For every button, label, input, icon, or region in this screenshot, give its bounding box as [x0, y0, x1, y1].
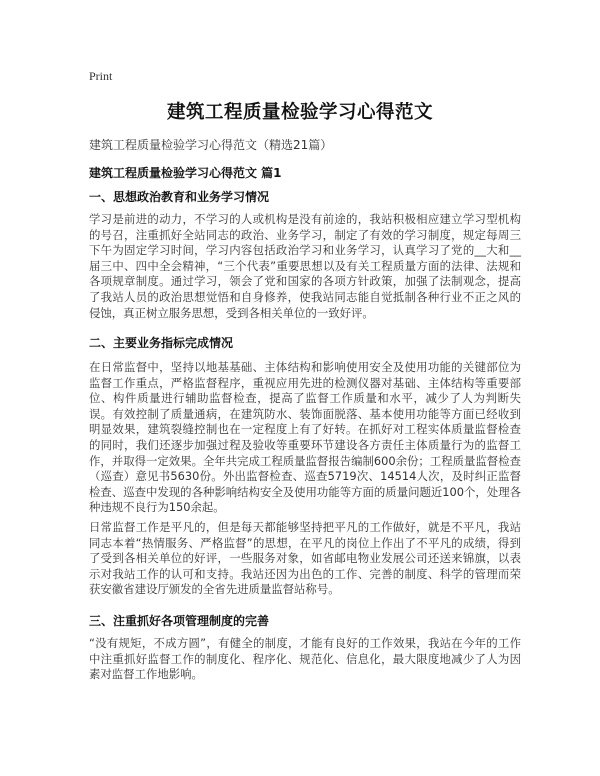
section-heading-2: 二、主要业务指标完成情况 — [89, 336, 234, 350]
article-heading: 建筑工程质量检验学习心得范文 篇1 — [89, 166, 282, 180]
section-2-paragraph-2: 日常监督工作是平凡的，但是每天都能够坚持把平凡的工作做好，就是不平凡，我站同志本着“热情服务、严格监督”的思想，在平凡的岗位上作出了不平凡的成绩，得到了受到各相关单位的好评，一些服务对象，如省邮电物业发展公司还送来锦旗，以表示对我站工作的认可和支持。我站还因为出色的工作、完善的制度、科学的管理而荣获安徽省建设厅颁发的全省先进质量监督站称号。 — [89, 520, 521, 597]
section-heading-1: 一、思想政治教育和业务学习情况 — [89, 190, 270, 204]
section-1-paragraph-1: 学习是前进的动力，不学习的人或机构是没有前途的，我站积极相应建立学习型机构的号召，注重抓好全站同志的政治、业务学习，制定了有效的学习制度，规定每周三下午为固定学习时间，学习内容包括政治学习和业务学习，认真学习了党的__大和__届三中、四中全会精神，“三个代表”重要思想以及有关工程质量方面的法律、法规和各项规章制度。通过学习，领会了党和国家的各项方针政策，加强了法制观念，提高了我站人员的政治思想觉悟和自身修养，使我站同志能自觉抵制各种行业不正之风的侵蚀，真正树立服务思想，受到各相关单位的一致好评。 — [89, 212, 521, 320]
section-2-paragraph-1: 在日常监督中，坚持以地基基础、主体结构和影响使用安全及使用功能的关键部位为监督工作重点，严格监督程序，重视应用先进的检测仪器对基础、主体结构等重要部位、构件质量进行辅助监督检查，提高了监督工作质量和水平，减少了人为判断失误。有效控制了质量通病，在建筑防水、装饰面脱落、基本使用功能等方面已经收到明显效果，建筑裂缝控制也在一定程度上有了好转。在抓好对工程实体质量监督检查的同时，我们还逐步加强过程及验收等重要环节建设各方责任主体质量行为的监督工作，并取得一定效果。全年共完成工程质量监督报告编制600余份；工程质量监督检查（巡查）意见书5630份。外出监督检查、巡查5719次、14514人次，及时纠正监督检查、巡查中发现的各种影响结构安全及使用功能等方面的质量问题近100个，处理各种违规不良行为150余起。 — [89, 360, 521, 515]
section-3-paragraph-1: “没有规矩，不成方圆”，有健全的制度，才能有良好的工作效果，我站在今年的工作中注重抓好监督工作的制度化、程序化、规范化、信息化，最大限度地减少了人为因素对监督工作地影响。 — [89, 636, 521, 682]
section-heading-3: 三、注重抓好各项管理制度的完善 — [89, 614, 270, 628]
print-link[interactable]: Print — [89, 69, 113, 83]
page-title: 建筑工程质量检验学习心得范文 — [166, 102, 433, 123]
page-subtitle: 建筑工程质量检验学习心得范文（精选21篇） — [89, 138, 333, 152]
